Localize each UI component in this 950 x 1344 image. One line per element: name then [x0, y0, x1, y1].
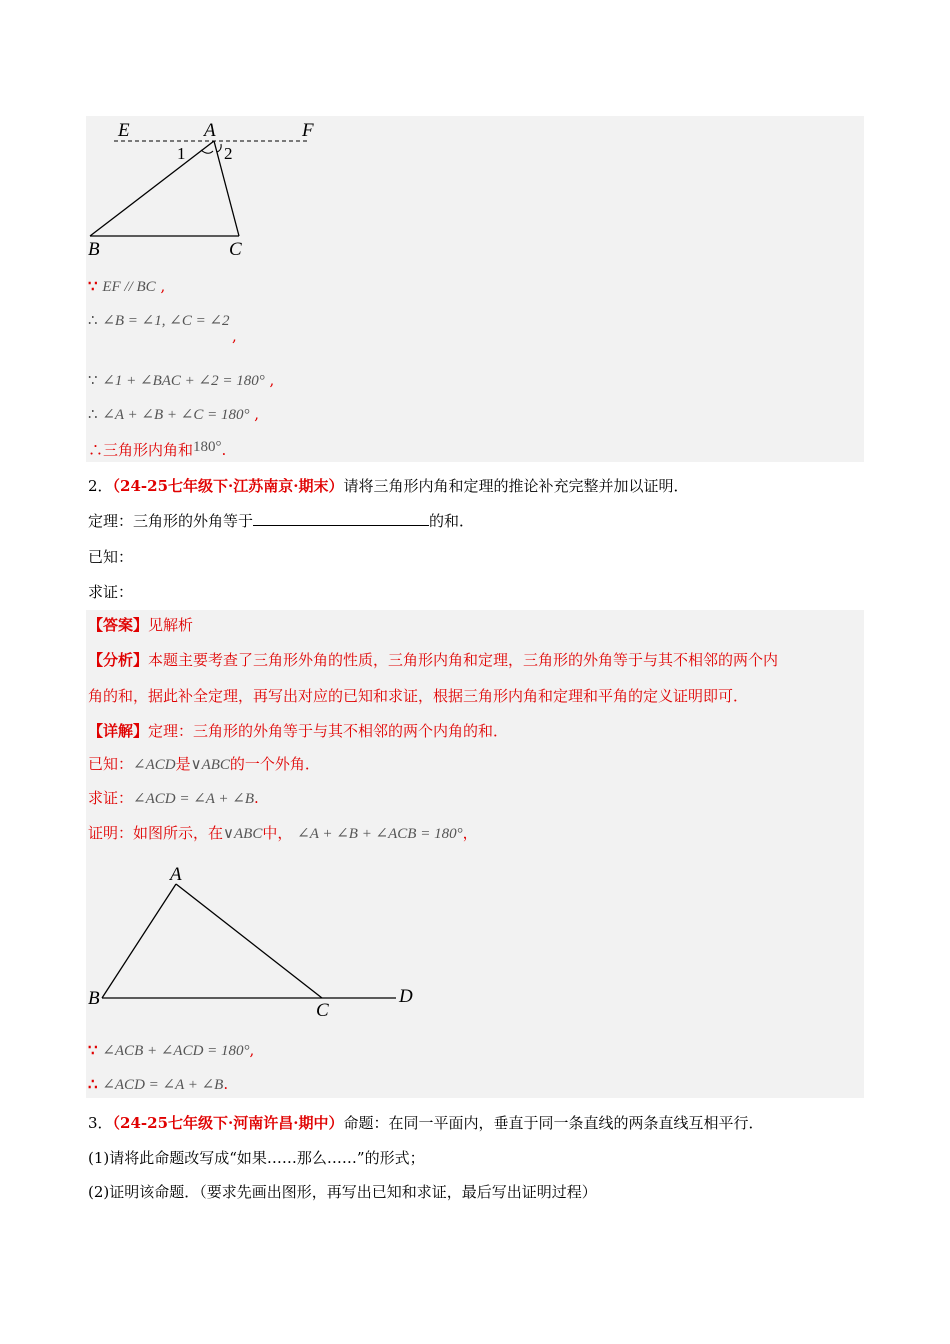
q3-header — [88, 1113, 763, 1133]
q2-detail: 【详解】定理：三角形的外角等于与其不相邻的两个内角的和． — [88, 722, 509, 740]
q2-prove: 求证： — [88, 583, 134, 601]
q2-known: 已知： — [88, 548, 134, 566]
label-b: B — [88, 239, 100, 260]
q2-text: 请将三角形内角和定理的推论补充完整并加以证明． — [343, 477, 689, 495]
figure2 — [86, 860, 426, 1022]
label-f: F — [302, 120, 314, 141]
solution2-background — [86, 610, 864, 1098]
q2-analysis-1: 【分析】本题主要考查了三角形外角的性质，三角形内角和定理，三角形的外角等于与其不相邻的两个内 — [88, 651, 779, 669]
sol1-line-4: ∴ ∠A + ∠B + ∠C = 180° , — [88, 405, 260, 423]
sol1-line-2: ∴ ∠B = ∠1, ∠C = ∠2 — [88, 313, 230, 329]
q2-final-1: ∵ ∠ACB + ∠ACD = 180°, — [88, 1041, 255, 1059]
q3-part1: (1)请将此命题改写成“如果……那么……”的形式； — [88, 1149, 425, 1167]
label-d: D — [399, 986, 413, 1007]
sol1-line-3: ∵ ∠1 + ∠BAC + ∠2 = 180° , — [88, 371, 275, 389]
q2-number: 2． — [88, 477, 113, 495]
q2-theorem: 定理：三角形的外角等于 的和． — [88, 512, 475, 530]
q3-source: （24-25七年级下·河南许昌·期中） — [112, 1114, 344, 1132]
q2-analysis-2: 角的和，据此补全定理，再写出对应的已知和求证，根据三角形内角和定理和平角的定义证明即可． — [88, 687, 749, 705]
side-ac — [176, 884, 322, 998]
q3-number: 3． — [88, 1114, 113, 1132]
figure2-svg — [86, 860, 426, 1022]
label-angle-2: 2 — [224, 144, 233, 163]
label-b: B — [88, 988, 100, 1009]
q2-source: （24-25七年级下·江苏南京·期末） — [112, 477, 344, 495]
label-e: E — [118, 120, 130, 141]
q2-prove-answer: 求证：∠ACD = ∠A + ∠B. — [88, 789, 259, 807]
q2-answer: 【答案】见解析 — [88, 616, 194, 634]
label-angle-1: 1 — [177, 144, 186, 163]
sol1-line-1: ∵ EF // BC , — [88, 277, 166, 295]
label-c: C — [316, 1000, 329, 1021]
q3-part2: (2)证明该命题．（要求先画出图形，再写出已知和求证，最后写出证明过程） — [88, 1183, 597, 1201]
q3-text: 命题：在同一平面内，垂直于同一条直线的两条直线互相平行． — [343, 1114, 764, 1132]
side-ab — [102, 884, 176, 998]
q2-proof-start: 证明：如图所示，在∨ABC中， ∠A + ∠B + ∠ACB = 180°， — [88, 824, 478, 842]
theorem-blank[interactable] — [253, 511, 429, 526]
figure1-svg — [86, 116, 318, 261]
q2-final-2: ∴ ∠ACD = ∠A + ∠B. — [88, 1075, 229, 1093]
q2-known-answer: 已知：∠ACD是∨ABC的一个外角． — [88, 755, 320, 773]
q2-header — [88, 476, 688, 496]
label-a: A — [204, 120, 216, 141]
figure1 — [86, 116, 318, 261]
label-c: C — [229, 239, 242, 260]
sol1-line-5: ∴三角形内角和180°. — [88, 439, 227, 459]
label-a: A — [170, 864, 182, 885]
sol1-line-2-tail: , — [232, 327, 237, 345]
